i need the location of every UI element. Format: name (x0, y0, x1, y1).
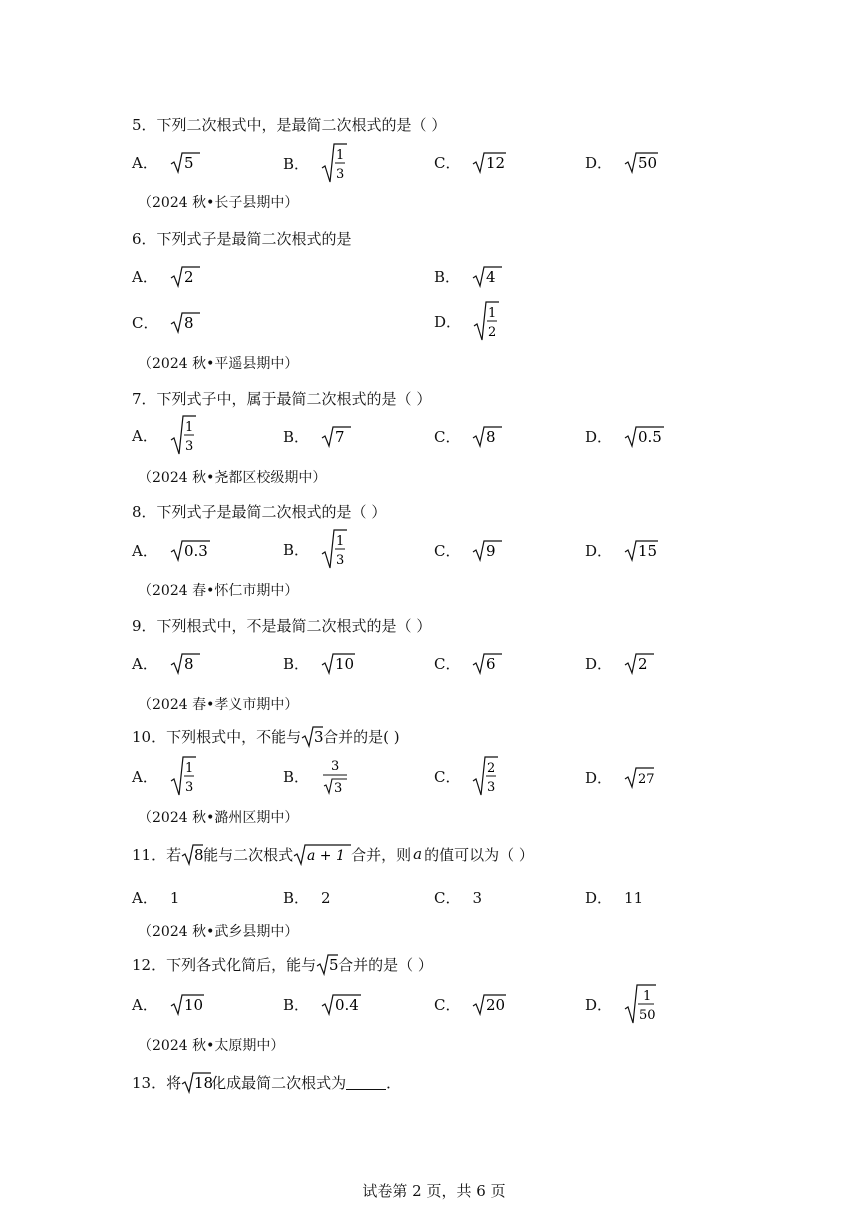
sqrt-expression (624, 765, 654, 789)
option-value: 11 (624, 888, 644, 907)
q8-option-d (585, 538, 658, 562)
option-label: C． (434, 654, 461, 673)
stem-text: ． (386, 1073, 402, 1092)
option-label: A． (132, 153, 158, 172)
radicand: 8 (486, 428, 497, 446)
option-label: C． (434, 541, 461, 560)
sqrt-fraction (321, 142, 347, 184)
sqrt-expression (624, 150, 658, 174)
sqrt-expression (472, 264, 502, 288)
option-label: D． (585, 654, 613, 673)
radicand: 10 (183, 996, 203, 1014)
q8-option-a (132, 538, 210, 562)
option-label: D． (434, 312, 462, 331)
fraction-with-sqrt (321, 755, 349, 797)
option-label: C． (434, 995, 461, 1014)
sqrt-fraction (624, 983, 656, 1025)
numerator: 1 (643, 989, 652, 1004)
radicand: 8 (184, 314, 195, 332)
question-8-stem: 8．下列式子是最简二次根式的是（ ） (132, 503, 387, 521)
question-12-source: （2024 秋•太原期中） (138, 1038, 285, 1054)
stem-text: 化成最简二次根式为 (211, 1073, 347, 1092)
radicand: 15 (638, 542, 658, 560)
question-7-source: （2024 秋•尧都区校级期中） (138, 470, 327, 486)
option-label: A． (132, 995, 158, 1014)
question-8-source: （2024 春•怀仁市期中） (138, 583, 299, 599)
question-5-stem: 5．下列二次根式中，是最简二次根式的是（ ） (132, 116, 447, 134)
stem-text: 11．若 (132, 845, 182, 864)
option-label: A． (132, 654, 158, 673)
question-6-source: （2024 秋•平遥县期中） (138, 356, 299, 372)
option-label: B． (283, 154, 310, 173)
q5-option-a (132, 150, 200, 174)
sqrt-expression (472, 992, 506, 1016)
q6-option-c (132, 310, 200, 334)
option-label: A． (132, 889, 158, 907)
question-9-source: （2024 春•孝义市期中） (138, 697, 299, 713)
radicand: 18 (194, 1074, 214, 1092)
denominator: 3 (184, 439, 194, 454)
q8-option-c (434, 538, 502, 562)
q7-option-a (132, 414, 196, 456)
radicand: 5 (183, 154, 194, 172)
question-6-stem: 6．下列式子是最简二次根式的是 (132, 230, 352, 248)
option-value: 2 (321, 888, 331, 907)
sqrt-expression (170, 538, 210, 562)
denominator: 3 (487, 780, 496, 795)
q5-option-c (434, 150, 506, 174)
sqrt-expression (472, 651, 502, 675)
sqrt-fraction (321, 528, 347, 570)
question-10-source: （2024 秋•潞州区期中） (138, 810, 299, 826)
denominator: 3 (336, 167, 345, 182)
radicand: 2 (638, 655, 648, 673)
radicand: 9 (486, 542, 497, 560)
denominator: 2 (488, 325, 497, 340)
denominator-radicand: 3 (334, 781, 343, 796)
sqrt-expression (170, 310, 200, 334)
radicand: 8 (183, 655, 194, 673)
option-label: B． (283, 427, 310, 446)
option-label: B． (283, 995, 310, 1014)
stem-text: 10．下列根式中，不能与 (132, 727, 302, 746)
sqrt-expression (170, 992, 204, 1016)
question-10-stem (132, 724, 400, 748)
sqrt-expression (321, 992, 361, 1016)
sqrt-fraction (170, 755, 196, 797)
question-13-stem (132, 1070, 401, 1094)
radicand: 3 (314, 728, 324, 746)
q5-option-d (585, 150, 658, 174)
option-label: D． (585, 153, 613, 172)
radicand: 2 (183, 268, 194, 286)
radicand: a + 1 (307, 848, 345, 864)
q10-option-c (434, 755, 498, 797)
question-11-stem (132, 842, 534, 866)
numerator: 2 (487, 761, 496, 776)
option-label: B． (283, 540, 310, 559)
numerator: 1 (488, 306, 497, 321)
q12-option-a (132, 992, 204, 1016)
sqrt-expression (624, 538, 658, 562)
option-label: C． (434, 889, 461, 907)
q9-option-c (434, 651, 502, 675)
option-label: D． (585, 427, 613, 446)
q7-option-d (585, 424, 664, 448)
option-label: C． (132, 313, 159, 332)
q10-option-a (132, 755, 196, 797)
sqrt-expression (170, 150, 200, 174)
sqrt-expression (181, 1070, 214, 1094)
q12-option-c (434, 992, 506, 1016)
q10-option-d (585, 765, 654, 789)
question-9-stem: 9．下列根式中，不是最简二次根式的是（ ） (132, 617, 432, 635)
stem-text: 能与二次根式 (203, 845, 294, 864)
option-label: C． (434, 153, 461, 172)
sqrt-expression (293, 842, 351, 866)
sqrt-fraction (170, 414, 196, 456)
option-value: 1 (169, 888, 180, 907)
question-12-stem (132, 952, 433, 976)
stem-text: 合并，则 (351, 845, 412, 864)
option-label: A． (132, 767, 158, 786)
radicand: 7 (335, 428, 345, 446)
stem-text: 12．下列各式化简后，能与 (132, 955, 317, 974)
q9-option-b (283, 651, 355, 675)
radicand: 6 (486, 655, 497, 673)
stem-text: 合并的是( ) (323, 727, 400, 746)
q10-option-b (283, 755, 349, 797)
denominator: 3 (184, 780, 194, 795)
q9-option-d (585, 651, 654, 675)
numerator: 1 (184, 761, 194, 776)
q8-option-b (283, 528, 347, 570)
option-label: C． (434, 427, 461, 446)
option-label: A． (132, 541, 158, 560)
q6-option-d (434, 300, 499, 342)
numerator: 1 (336, 534, 345, 549)
sqrt-fraction (472, 755, 498, 797)
radicand: 50 (638, 154, 658, 172)
option-label: C． (434, 767, 461, 786)
radicand: 4 (486, 268, 496, 286)
radicand: 12 (486, 154, 506, 172)
radicand: 5 (329, 956, 339, 974)
numerator: 1 (184, 420, 194, 435)
q6-option-a (132, 264, 200, 288)
q12-option-d (585, 983, 656, 1025)
option-label: A． (132, 426, 158, 445)
option-label: B． (434, 267, 461, 286)
radicand: 8 (194, 846, 204, 864)
sqrt-fraction (473, 300, 499, 342)
q7-option-b (283, 424, 351, 448)
sqrt-expression (170, 264, 200, 288)
radicand: 27 (638, 772, 655, 787)
q11-option-c (434, 887, 482, 908)
variable: a (413, 845, 423, 863)
page-footer: 试卷第 2 页，共 6 页 (362, 1182, 506, 1200)
sqrt-expression (181, 842, 203, 866)
q9-option-a (132, 651, 200, 675)
option-label: D． (585, 541, 613, 560)
numerator: 1 (336, 148, 345, 163)
q7-option-c (434, 424, 502, 448)
option-label: B． (283, 889, 310, 907)
option-label: D． (585, 995, 613, 1014)
option-label: B． (283, 654, 310, 673)
radicand: 20 (486, 996, 506, 1014)
option-value: 3 (472, 888, 483, 907)
sqrt-expression (472, 150, 506, 174)
q11-option-a (132, 887, 179, 908)
numerator: 3 (331, 759, 340, 774)
sqrt-expression (321, 424, 351, 448)
sqrt-expression (321, 651, 355, 675)
sqrt-expression (170, 651, 200, 675)
stem-text: 合并的是（ ） (338, 955, 433, 974)
sqrt-expression (472, 424, 502, 448)
question-7-stem: 7．下列式子中，属于最简二次根式的是（ ） (132, 390, 432, 408)
sqrt-expression (316, 952, 338, 976)
denominator: 3 (336, 553, 345, 568)
sqrt-expression (301, 724, 323, 748)
q11-option-b (283, 887, 331, 908)
question-5-source: （2024 秋•长子县期中） (138, 195, 299, 211)
stem-text: 13．将 (132, 1073, 182, 1092)
stem-text: 的值可以为（ ） (424, 845, 534, 864)
q12-option-b (283, 992, 361, 1016)
sqrt-expression (624, 651, 654, 675)
q11-option-d (585, 887, 643, 908)
radicand: 0.5 (638, 428, 662, 446)
option-label: D． (585, 889, 613, 907)
option-label: A． (132, 267, 158, 286)
option-label: B． (283, 767, 310, 786)
question-11-source: （2024 秋•武乡县期中） (138, 924, 299, 940)
denominator: 50 (639, 1008, 656, 1023)
option-label: D． (585, 768, 613, 787)
answer-blank[interactable] (346, 1075, 386, 1090)
sqrt-expression (624, 424, 664, 448)
radicand: 0.3 (183, 542, 208, 560)
q6-option-b (434, 264, 502, 288)
radicand: 10 (335, 655, 355, 673)
sqrt-expression (472, 538, 502, 562)
radicand: 0.4 (335, 996, 359, 1014)
q5-option-b (283, 142, 347, 184)
